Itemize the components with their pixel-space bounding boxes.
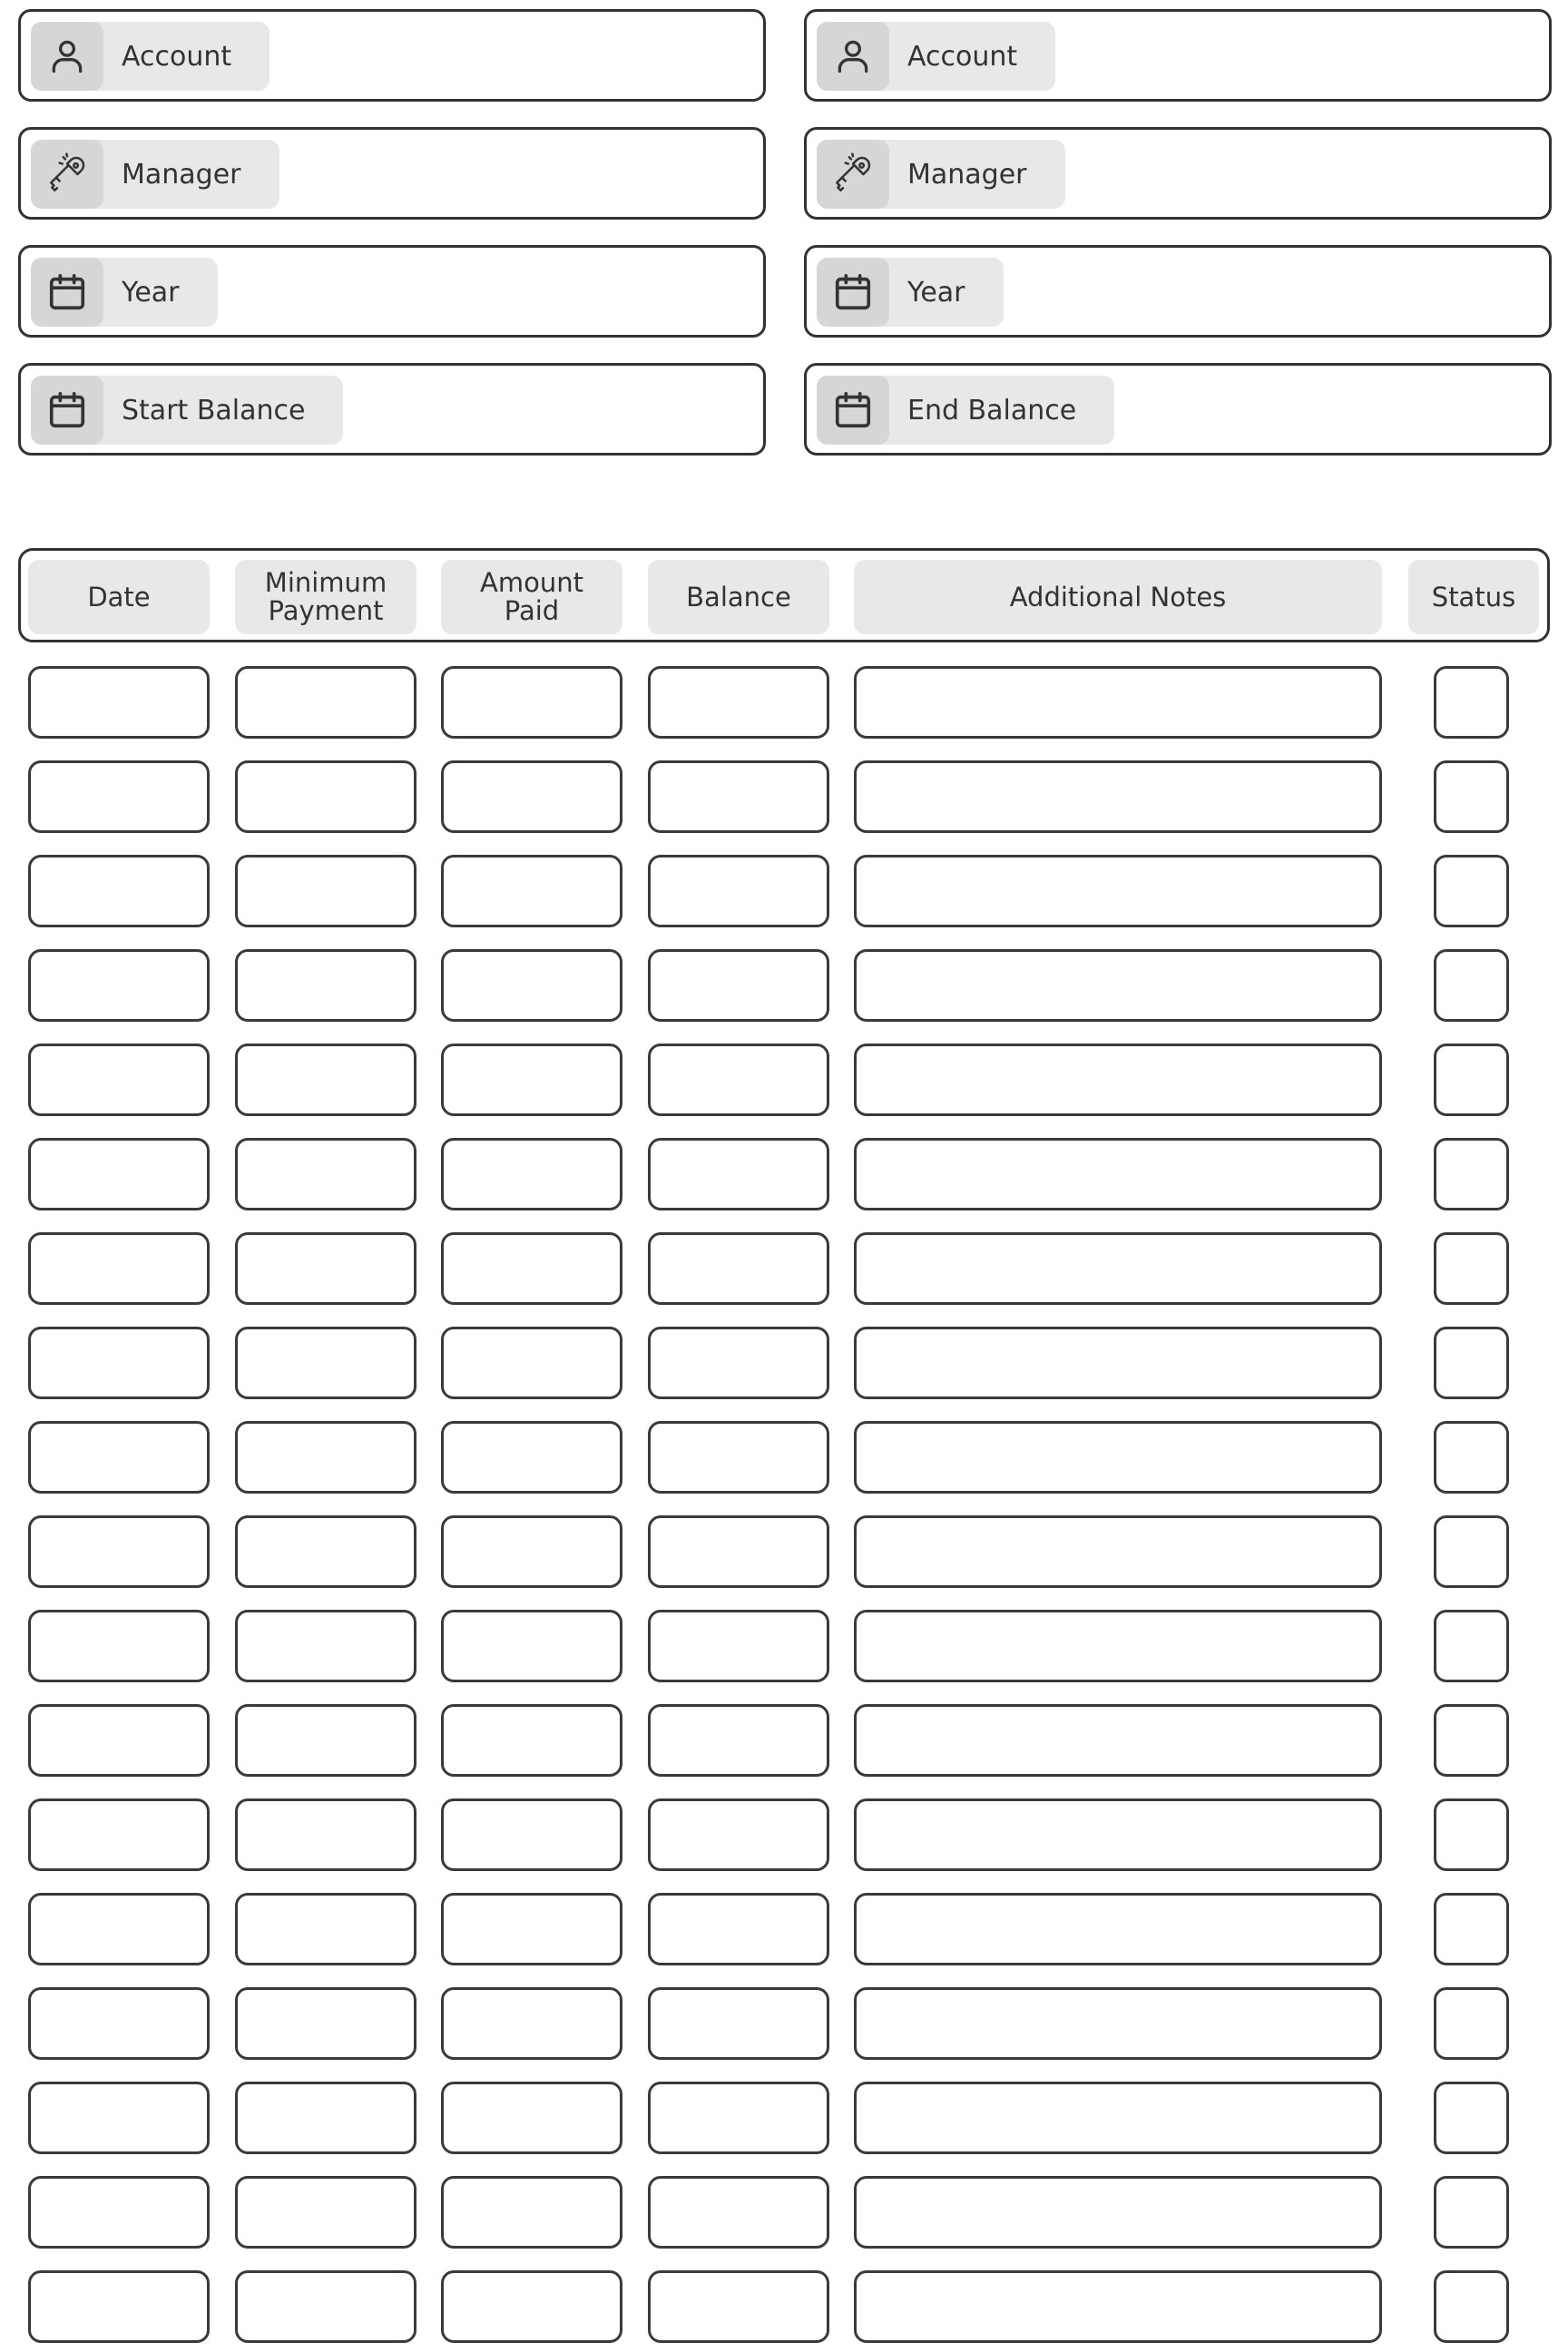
balance-cell[interactable]	[648, 1138, 829, 1210]
minimum-payment-cell[interactable]	[235, 666, 416, 739]
manager-label-chip	[31, 140, 279, 209]
minimum-payment-cell[interactable]	[235, 1893, 416, 1965]
date-cell[interactable]	[28, 2270, 210, 2343]
status-checkbox[interactable]	[1434, 1987, 1509, 2060]
additional-notes-cell[interactable]	[854, 855, 1382, 927]
additional-notes-cell[interactable]	[854, 666, 1382, 739]
balance-cell[interactable]	[648, 2082, 829, 2154]
date-cell[interactable]	[28, 1798, 210, 1871]
balance-cell[interactable]	[648, 855, 829, 927]
user-icon	[31, 22, 103, 91]
account-label: Account	[122, 40, 232, 73]
year-field[interactable]	[18, 245, 766, 338]
additional-notes-cell[interactable]	[854, 1327, 1382, 1399]
additional-notes-cell[interactable]	[854, 1704, 1382, 1777]
account-label-chip	[817, 22, 1055, 91]
end-balance-label: End Balance	[907, 394, 1077, 426]
end-balance-field[interactable]	[804, 363, 1552, 456]
additional-notes-cell[interactable]	[854, 760, 1382, 833]
balance-cell[interactable]	[648, 1044, 829, 1116]
minimum-payment-cell[interactable]	[235, 949, 416, 1022]
additional-notes-cell[interactable]	[854, 1610, 1382, 1682]
balance-cell[interactable]	[648, 2270, 829, 2343]
balance-cell[interactable]	[648, 666, 829, 739]
minimum-payment-cell[interactable]	[235, 1138, 416, 1210]
amount-paid-cell[interactable]	[441, 1515, 622, 1588]
minimum-payment-cell[interactable]	[235, 1704, 416, 1777]
balance-cell[interactable]	[648, 1421, 829, 1494]
column-header-status: Status	[1408, 560, 1539, 634]
date-cell[interactable]	[28, 1987, 210, 2060]
key-icon	[31, 140, 103, 209]
manager-field[interactable]	[804, 127, 1552, 220]
end-balance-label-chip	[817, 376, 1114, 445]
additional-notes-cell[interactable]	[854, 1232, 1382, 1305]
year-label: Year	[907, 276, 965, 309]
amount-paid-cell[interactable]	[441, 666, 622, 739]
date-cell[interactable]	[28, 1044, 210, 1116]
status-checkbox[interactable]	[1434, 1327, 1509, 1399]
column-header-balance: Balance	[648, 560, 829, 634]
amount-paid-cell[interactable]	[441, 2082, 622, 2154]
date-cell[interactable]	[28, 855, 210, 927]
date-cell[interactable]	[28, 760, 210, 833]
minimum-payment-cell[interactable]	[235, 2176, 416, 2249]
minimum-payment-cell[interactable]	[235, 1515, 416, 1588]
amount-paid-cell[interactable]	[441, 2176, 622, 2249]
date-cell[interactable]	[28, 2082, 210, 2154]
date-cell[interactable]	[28, 949, 210, 1022]
minimum-payment-cell[interactable]	[235, 2270, 416, 2343]
status-checkbox[interactable]	[1434, 855, 1509, 927]
minimum-payment-cell[interactable]	[235, 1232, 416, 1305]
status-checkbox[interactable]	[1434, 1232, 1509, 1305]
amount-paid-cell[interactable]	[441, 855, 622, 927]
status-checkbox[interactable]	[1434, 1704, 1509, 1777]
start-balance-label-chip	[31, 376, 343, 445]
status-checkbox[interactable]	[1434, 1044, 1509, 1116]
balance-cell[interactable]	[648, 1704, 829, 1777]
date-cell[interactable]	[28, 1704, 210, 1777]
account-label: Account	[907, 40, 1018, 73]
additional-notes-cell[interactable]	[854, 1987, 1382, 2060]
balance-cell[interactable]	[648, 760, 829, 833]
status-checkbox[interactable]	[1434, 1610, 1509, 1682]
additional-notes-cell[interactable]	[854, 1798, 1382, 1871]
calendar-icon	[817, 258, 889, 327]
key-icon	[817, 140, 889, 209]
status-checkbox[interactable]	[1434, 1138, 1509, 1210]
additional-notes-cell[interactable]	[854, 1893, 1382, 1965]
year-label: Year	[122, 276, 180, 309]
status-checkbox[interactable]	[1434, 2176, 1509, 2249]
calendar-icon	[817, 376, 889, 445]
table-header	[18, 548, 1550, 642]
additional-notes-cell[interactable]	[854, 2176, 1382, 2249]
start-balance-label: Start Balance	[122, 394, 306, 426]
minimum-payment-cell[interactable]	[235, 1044, 416, 1116]
date-cell[interactable]	[28, 1610, 210, 1682]
amount-paid-cell[interactable]	[441, 2270, 622, 2343]
minimum-payment-cell[interactable]	[235, 1327, 416, 1399]
date-cell[interactable]	[28, 666, 210, 739]
year-field[interactable]	[804, 245, 1552, 338]
date-cell[interactable]	[28, 1421, 210, 1494]
status-checkbox[interactable]	[1434, 2082, 1509, 2154]
balance-cell[interactable]	[648, 1987, 829, 2060]
additional-notes-cell[interactable]	[854, 949, 1382, 1022]
date-cell[interactable]	[28, 2176, 210, 2249]
column-header-additional-notes: Additional Notes	[854, 560, 1382, 634]
manager-field[interactable]	[18, 127, 766, 220]
year-label-chip	[817, 258, 1004, 327]
status-checkbox[interactable]	[1434, 949, 1509, 1022]
amount-paid-cell[interactable]	[441, 1704, 622, 1777]
minimum-payment-cell[interactable]	[235, 855, 416, 927]
balance-cell[interactable]	[648, 1798, 829, 1871]
amount-paid-cell[interactable]	[441, 760, 622, 833]
additional-notes-cell[interactable]	[854, 2082, 1382, 2154]
balance-cell[interactable]	[648, 949, 829, 1022]
status-checkbox[interactable]	[1434, 760, 1509, 833]
balance-cell[interactable]	[648, 2176, 829, 2249]
amount-paid-cell[interactable]	[441, 1893, 622, 1965]
date-cell[interactable]	[28, 1515, 210, 1588]
status-checkbox[interactable]	[1434, 1798, 1509, 1871]
minimum-payment-cell[interactable]	[235, 2082, 416, 2154]
minimum-payment-cell[interactable]	[235, 1798, 416, 1871]
balance-cell[interactable]	[648, 1610, 829, 1682]
additional-notes-cell[interactable]	[854, 1421, 1382, 1494]
balance-cell[interactable]	[648, 1515, 829, 1588]
start-balance-field[interactable]	[18, 363, 766, 456]
date-cell[interactable]	[28, 1327, 210, 1399]
amount-paid-cell[interactable]	[441, 1610, 622, 1682]
column-header-amount-paid: Amount Paid	[441, 560, 622, 634]
date-cell[interactable]	[28, 1232, 210, 1305]
status-checkbox[interactable]	[1434, 2270, 1509, 2343]
amount-paid-cell[interactable]	[441, 1798, 622, 1871]
amount-paid-cell[interactable]	[441, 1327, 622, 1399]
amount-paid-cell[interactable]	[441, 1044, 622, 1116]
year-label-chip	[31, 258, 218, 327]
account-label-chip	[31, 22, 270, 91]
manager-label: Manager	[907, 158, 1027, 191]
account-field[interactable]	[804, 9, 1552, 102]
column-header-minimum-payment: Minimum Payment	[235, 560, 416, 634]
calendar-icon	[31, 376, 103, 445]
manager-label-chip	[817, 140, 1065, 209]
status-checkbox[interactable]	[1434, 666, 1509, 739]
column-header-date: Date	[28, 560, 210, 634]
user-icon	[817, 22, 889, 91]
minimum-payment-cell[interactable]	[235, 760, 416, 833]
balance-cell[interactable]	[648, 1893, 829, 1965]
amount-paid-cell[interactable]	[441, 1987, 622, 2060]
additional-notes-cell[interactable]	[854, 1515, 1382, 1588]
additional-notes-cell[interactable]	[854, 2270, 1382, 2343]
date-cell[interactable]	[28, 1138, 210, 1210]
minimum-payment-cell[interactable]	[235, 1987, 416, 2060]
status-checkbox[interactable]	[1434, 1893, 1509, 1965]
amount-paid-cell[interactable]	[441, 1232, 622, 1305]
manager-label: Manager	[122, 158, 241, 191]
amount-paid-cell[interactable]	[441, 1421, 622, 1494]
minimum-payment-cell[interactable]	[235, 1610, 416, 1682]
additional-notes-cell[interactable]	[854, 1138, 1382, 1210]
info-fields	[18, 9, 1552, 456]
balance-cell[interactable]	[648, 1327, 829, 1399]
status-checkbox[interactable]	[1434, 1421, 1509, 1494]
calendar-icon	[31, 258, 103, 327]
minimum-payment-cell[interactable]	[235, 1421, 416, 1494]
status-checkbox[interactable]	[1434, 1515, 1509, 1588]
balance-cell[interactable]	[648, 1232, 829, 1305]
amount-paid-cell[interactable]	[441, 949, 622, 1022]
amount-paid-cell[interactable]	[441, 1138, 622, 1210]
additional-notes-cell[interactable]	[854, 1044, 1382, 1116]
date-cell[interactable]	[28, 1893, 210, 1965]
account-field[interactable]	[18, 9, 766, 102]
